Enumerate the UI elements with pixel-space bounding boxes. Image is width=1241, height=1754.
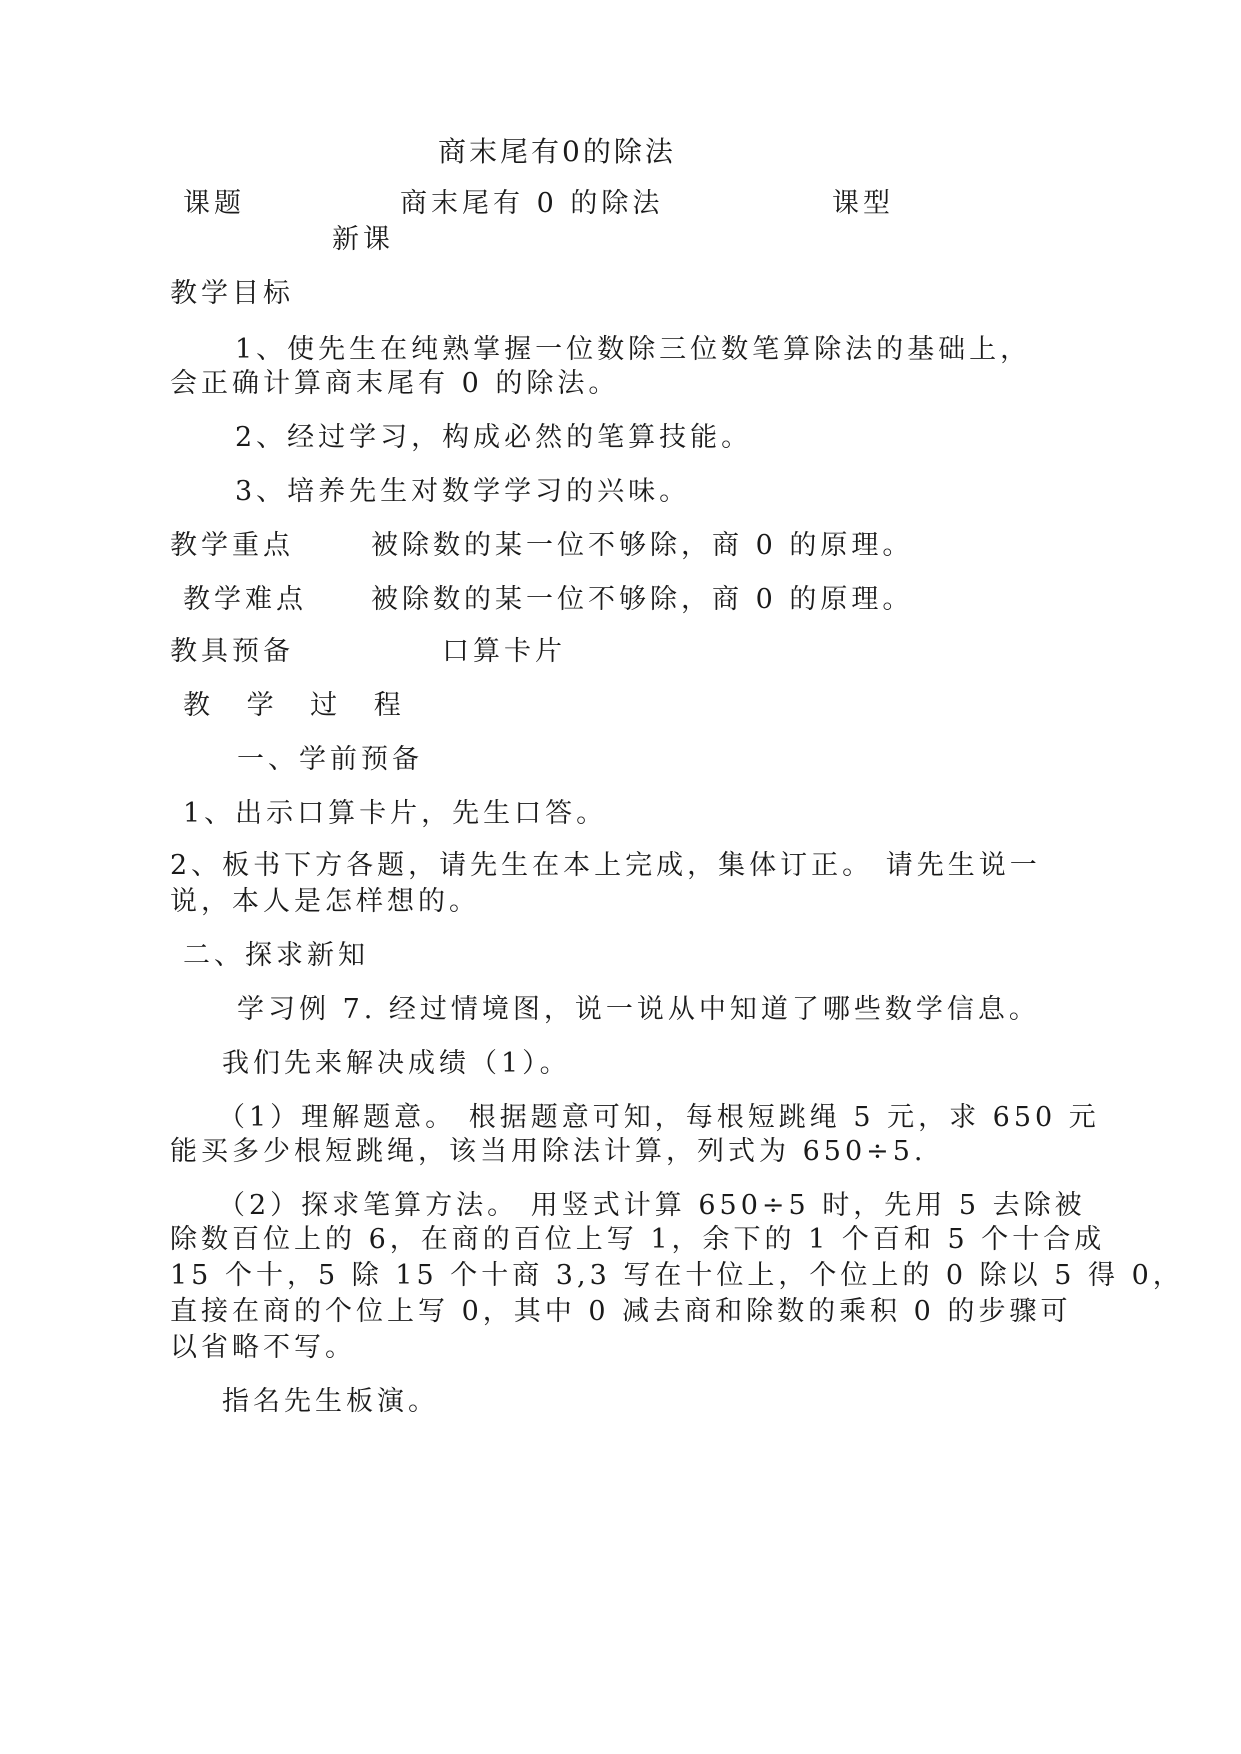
document-title: 商末尾有0的除法 bbox=[438, 135, 676, 168]
part-2-line-5: 以省略不写。 bbox=[170, 1332, 356, 1363]
objective-2: 2、经过学习，构成必然的笔算技能。 bbox=[235, 422, 753, 453]
key-point-label: 教学重点 bbox=[170, 530, 294, 561]
process-heading: 教 学 过 程 bbox=[183, 690, 415, 721]
board-demo: 指名先生板演。 bbox=[222, 1386, 439, 1417]
objectives-heading: 教学目标 bbox=[170, 278, 294, 309]
solve-intro: 我们先来解决成绩（1）。 bbox=[222, 1048, 571, 1079]
key-point-value: 被除数的某一位不够除，商 0 的原理。 bbox=[371, 530, 914, 561]
part-2-line-1: （2）探求笔算方法。 用竖式计算 650÷5 时，先用 5 去除被 bbox=[218, 1190, 1086, 1221]
difficulty-value: 被除数的某一位不够除，商 0 的原理。 bbox=[371, 584, 914, 615]
type-value: 新课 bbox=[332, 224, 394, 255]
part-1-line-2: 能买多少根短跳绳，该当用除法计算，列式为 650÷5. bbox=[170, 1136, 927, 1167]
type-label: 课型 bbox=[832, 188, 894, 219]
objective-1-line-1: 1、使先生在纯熟掌握一位数除三位数笔算除法的基础上， bbox=[235, 334, 1032, 365]
section-2-heading: 二、探求新知 bbox=[183, 940, 369, 971]
part-1-line-1: （1）理解题意。 根据题意可知，每根短跳绳 5 元，求 650 元 bbox=[218, 1102, 1100, 1133]
topic-value: 商末尾有 0 的除法 bbox=[400, 188, 664, 219]
part-2-line-4: 直接在商的个位上写 0，其中 0 减去商和除数的乘积 0 的步骤可 bbox=[170, 1296, 1072, 1327]
materials-value: 口算卡片 bbox=[442, 636, 566, 667]
objective-1-line-2: 会正确计算商末尾有 0 的除法。 bbox=[170, 368, 620, 399]
process-step-1: 1、出示口算卡片，先生口答。 bbox=[183, 798, 608, 829]
part-2-line-3: 15 个十，5 除 15 个十商 3,3 写在十位上，个位上的 0 除以 5 得 0， bbox=[170, 1260, 1184, 1291]
process-step-2-line-1: 2、板书下方各题，请先生在本上完成，集体订正。 请先生说一 bbox=[170, 850, 1041, 881]
section-1-heading: 一、学前预备 bbox=[237, 744, 423, 775]
example-intro: 学习例 7. 经过情境图，说一说从中知道了哪些数学信息。 bbox=[237, 994, 1040, 1025]
process-step-2-line-2: 说，本人是怎样想的。 bbox=[170, 886, 480, 917]
objective-3: 3、培养先生对数学学习的兴味。 bbox=[235, 476, 691, 507]
materials-label: 教具预备 bbox=[170, 636, 294, 667]
difficulty-label: 教学难点 bbox=[183, 584, 307, 615]
topic-label: 课题 bbox=[183, 188, 245, 219]
part-2-line-2: 除数百位上的 6，在商的百位上写 1，余下的 1 个百和 5 个十合成 bbox=[170, 1224, 1106, 1255]
